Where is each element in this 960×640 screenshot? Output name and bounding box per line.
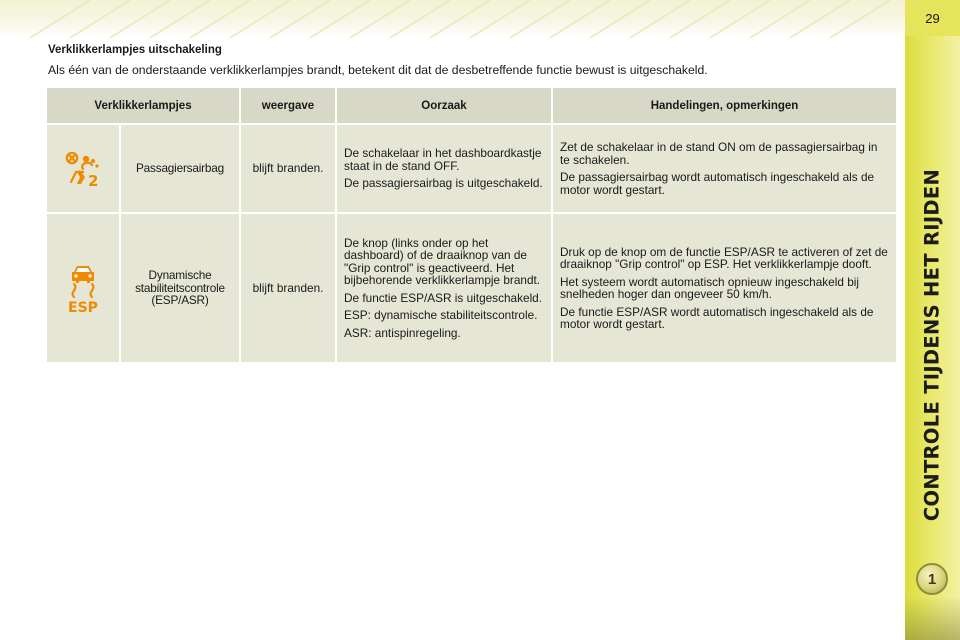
svg-text:2: 2 xyxy=(88,171,99,188)
header-actions: Handelingen, opmerkingen xyxy=(553,88,896,123)
chapter-title: CONTROLE TIJDENS HET RIJDEN xyxy=(920,168,944,522)
lamp-display: blijft branden. xyxy=(241,125,335,212)
section-heading: Verklikkerlampjes uitschakeling xyxy=(48,44,222,56)
lamp-cause xyxy=(337,125,551,212)
cause-line: ASR: antispinregeling. xyxy=(344,325,461,340)
lamp-cause xyxy=(337,214,551,362)
esp-off-icon xyxy=(65,262,101,314)
icon-cell xyxy=(47,125,119,212)
lamp-name-line: stabiliteitscontrole xyxy=(135,280,225,295)
lamp-actions xyxy=(553,214,896,362)
header-band xyxy=(0,0,905,38)
cause-line: ESP: dynamische stabiliteitscontrole. xyxy=(344,308,538,323)
header-pattern xyxy=(0,0,905,38)
lamp-name: Passagiersairbag xyxy=(121,125,239,212)
page-corner-shade xyxy=(905,596,960,640)
cause-line: De passagiersairbag is uitgeschakeld. xyxy=(344,176,543,191)
cause-line: De schakelaar in het dashboardkastje staat in de stand OFF. xyxy=(344,146,542,173)
table-header-row xyxy=(47,88,896,123)
action-line: De functie ESP/ASR wordt automatisch ingeschakeld als de motor wordt gestart. xyxy=(560,304,874,331)
esp-icon-text: ESP xyxy=(68,300,98,314)
cause-line: De functie ESP/ASR is uitgeschakeld. xyxy=(344,290,543,305)
chapter-badge-number: 1 xyxy=(927,570,937,588)
cause-line: De knop (links onder op het dashboard) of de draaiknop van de "Grip control" is geactiveerd. Het bijbehorende verklikkerlampje brandt. xyxy=(344,235,541,288)
table-row xyxy=(47,125,896,212)
action-line: Zet de schakelaar in de stand ON om de passagiersairbag in te schakelen. xyxy=(560,140,878,167)
table-row xyxy=(47,214,896,362)
page-number: 29 xyxy=(905,0,960,36)
action-line: Het systeem wordt automatisch opnieuw ingeschakeld bij snelheden hoger dan ongeveer 50 km/h. xyxy=(560,274,860,301)
section-intro: Als één van de onderstaande verklikkerlampjes brandt, betekent dit dat de desbetreffende functie bewust is uitgeschakeld. xyxy=(48,63,708,77)
lamp-display: blijft branden. xyxy=(241,214,335,362)
lamp-actions xyxy=(553,125,896,212)
header-lamps: Verklikkerlampjes xyxy=(47,88,239,123)
chapter-badge[interactable] xyxy=(916,563,948,595)
lamp-name-line: (ESP/ASR) xyxy=(151,293,209,308)
action-line: Druk op de knop om de functie ESP/ASR te activeren of zet de draaiknop "Grip control" op ESP. Het verklikkerlampje dooft. xyxy=(560,244,888,271)
action-line: De passagiersairbag wordt automatisch ingeschakeld als de motor wordt gestart. xyxy=(560,170,875,197)
lamp-name xyxy=(121,214,239,362)
header-display: weergave xyxy=(241,88,335,123)
passenger-airbag-off-icon xyxy=(63,150,103,188)
icon-cell xyxy=(47,214,119,362)
lamp-name-line: Dynamische xyxy=(148,268,212,283)
header-cause: Oorzaak xyxy=(337,88,551,123)
warning-lamps-table xyxy=(45,86,898,364)
